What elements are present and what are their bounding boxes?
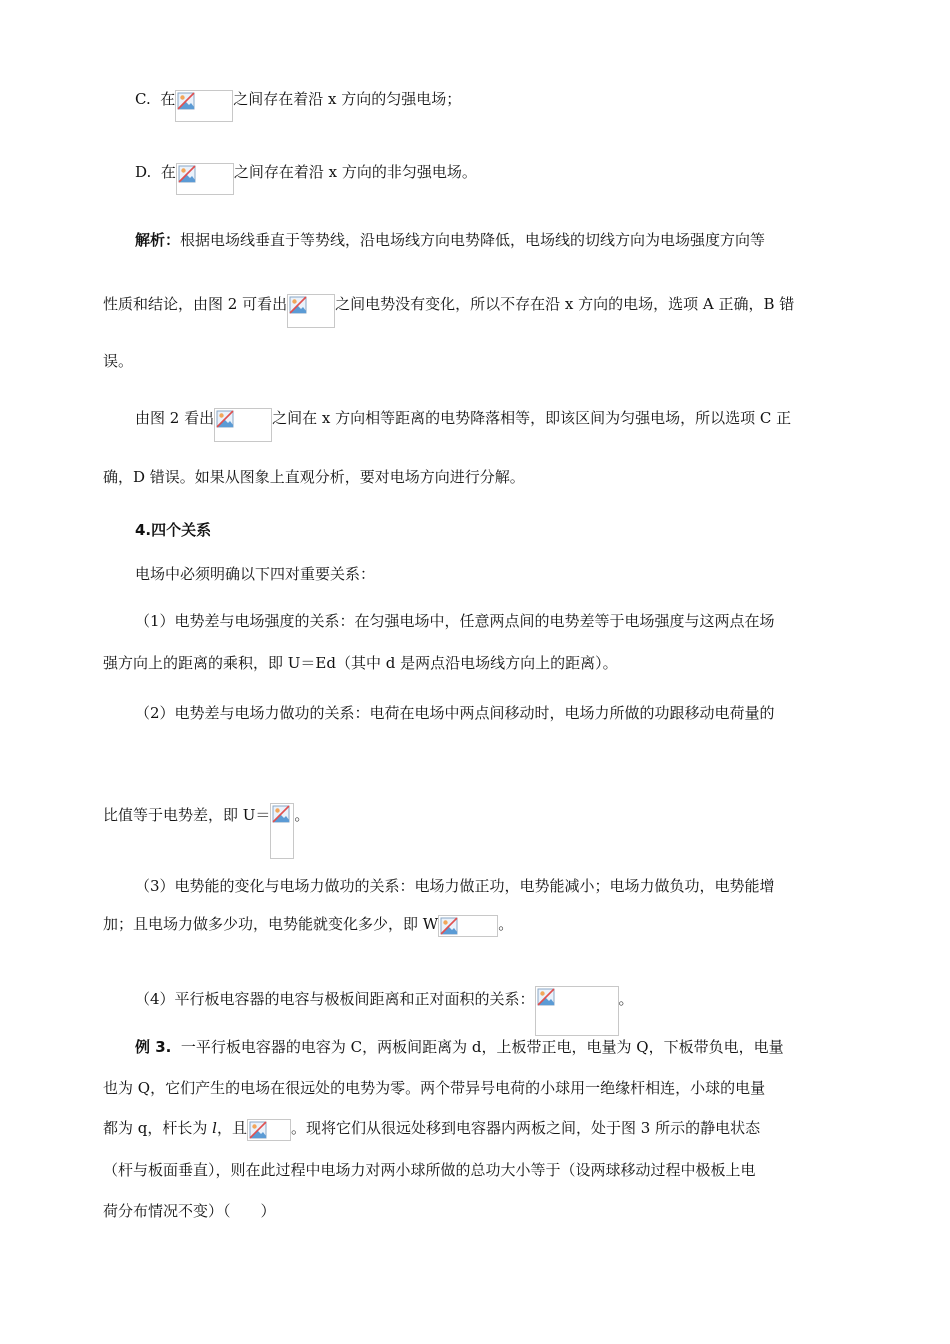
section-intro: 电场中必须明确以下四对重要关系： <box>135 565 376 583</box>
broken-image-icon <box>247 1119 291 1141</box>
example-3-line-5: 荷分布情况不变）（ ） <box>103 1202 276 1220</box>
option-c-text: 之间存在着沿 x 方向的匀强电场； <box>233 90 462 108</box>
example-3-text-1: 一平行板电容器的电容为 C，两板间距离为 d，上板带正电，电量为 Q，下板带负电，电量 <box>180 1038 784 1056</box>
broken-image-icon <box>287 294 335 328</box>
example-label: 例 3. <box>135 1038 172 1056</box>
option-c <box>135 84 461 116</box>
option-d-text: 之间存在着沿 x 方向的非匀强电场。 <box>233 163 477 181</box>
broken-image-icon <box>270 803 294 859</box>
relation-3-line-2 <box>103 914 513 936</box>
relation-1-line-2: 强方向上的距离的乘积，即 U＝Ed（其中 d 是两点沿电场线方向上的距离）。 <box>103 654 618 672</box>
option-c-label: C. <box>135 90 151 108</box>
analysis-line-4 <box>135 402 791 436</box>
broken-image-icon <box>438 915 498 937</box>
analysis-line-2 <box>103 288 794 322</box>
relation-4-post: 。 <box>618 990 634 1008</box>
option-d-label: D. <box>135 163 152 181</box>
relation-3-post: 。 <box>498 915 514 933</box>
relation-3-pre: 加；且电场力做多少功，电势能就变化多少，即 W <box>103 915 439 933</box>
analysis-heading: 解析： <box>135 231 181 249</box>
relation-4-pre: （4）平行板电容器的电容与极板间距离和正对面积的关系： <box>135 990 535 1008</box>
relation-3-line-1: （3）电势能的变化与电场力做功的关系：电场力做正功，电势能减小；电场力做负功，电势能增 <box>135 877 775 895</box>
relation-2-pre: 比值等于电势差，即 U＝ <box>103 806 271 824</box>
analysis-line-1 <box>135 230 847 250</box>
example-3-post: 。现将它们从很远处移到电容器内两板之间，处于图 3 所示的静电状态 <box>290 1119 761 1137</box>
broken-image-icon <box>535 986 619 1036</box>
rod-length-symbol: l <box>212 1119 217 1137</box>
example-3-line-2: 也为 Q，它们产生的电场在很远处的电势为零。两个带异号电荷的小球用一绝缘杆相连，小球的电量 <box>103 1079 766 1097</box>
example-3-line-3 <box>103 1118 760 1140</box>
example-3-mid: ，且 <box>216 1119 247 1137</box>
example-3-line-1 <box>135 1037 784 1057</box>
example-3-pre: 都为 q，杆长为 <box>103 1119 208 1137</box>
relation-2-post: 。 <box>294 806 310 824</box>
analysis-line-2-post: 之间电势没有变化，所以不存在沿 x 方向的电场，选项 A 正确，B 错 <box>335 295 795 313</box>
option-d-pre: 在 <box>160 163 176 181</box>
analysis-line-5: 确，D 错误。如果从图象上直观分析，要对电场方向进行分解。 <box>103 468 525 486</box>
option-c-pre: 在 <box>160 90 176 108</box>
analysis-line-3: 误。 <box>103 352 134 370</box>
relation-1-line-1: （1）电势差与电场强度的关系：在匀强电场中，任意两点间的电势差等于电场强度与这两点在场 <box>135 612 775 630</box>
broken-image-icon <box>175 90 233 122</box>
analysis-line-2-pre: 性质和结论，由图 2 可看出 <box>103 295 288 313</box>
example-3-line-4: （杆与板面垂直），则在此过程中电场力对两小球所做的总功大小等于（设两球移动过程中极板上电 <box>103 1161 756 1179</box>
relation-4 <box>135 975 634 1025</box>
section-heading: 4.四个关系 <box>135 521 212 539</box>
analysis-text: 根据电场线垂直于等势线，沿电场线方向电势降低，电场线的切线方向为电场强度方向等 <box>180 231 766 249</box>
analysis-line-4-post: 之间在 x 方向相等距离的电势降落相等，即该区间为匀强电场，所以选项 C 正 <box>272 409 792 427</box>
broken-image-icon <box>176 163 234 195</box>
analysis-line-4-pre: 由图 2 看出 <box>135 409 215 427</box>
relation-2-line-2 <box>103 788 309 844</box>
broken-image-icon <box>214 408 272 442</box>
relation-2-line-1: （2）电势差与电场力做功的关系：电荷在电场中两点间移动时，电场力所做的功跟移动电荷量的 <box>135 704 775 722</box>
option-d <box>135 157 477 189</box>
